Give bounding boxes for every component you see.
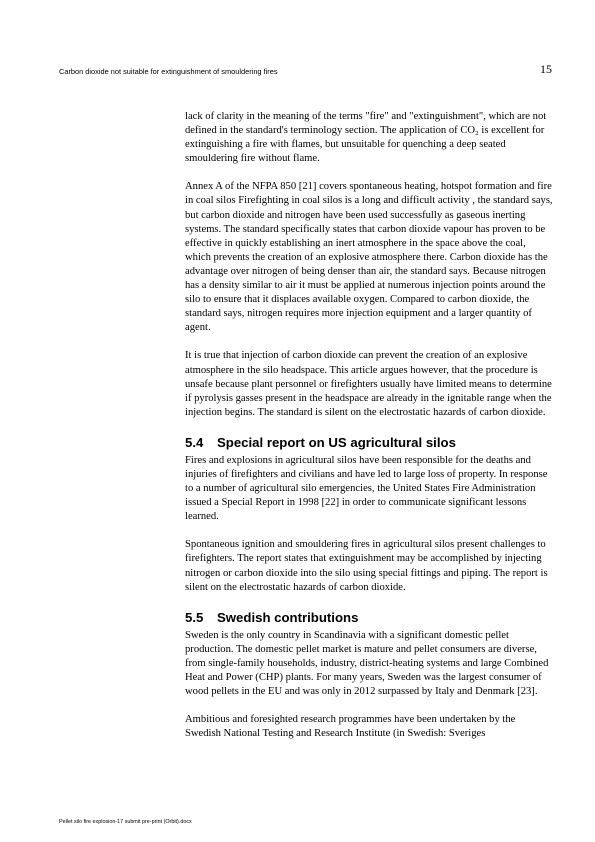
footer-file-name: Pellet silo fire explosion-17 submit pre-print (Orbit).docx <box>59 819 192 825</box>
body-paragraph: Spontaneous ignition and smouldering fires in agricultural silos present challenges to firefighters. The report states that extinguishment may be accomplished by injecting nitrogen or carbon dioxide into the silo using special fittings and piping. The report is silent on the electrostatic hazards of carbon dioxide. <box>185 539 548 593</box>
section-number: 5.4 <box>185 434 204 450</box>
section-number: 5.5 <box>185 609 204 625</box>
body-paragraph: Fires and explosions in agricultural silos have been responsible for the deaths and injuries of firefighters and civilians and have led to large loss of property. In response to a number of agricultural silo emergencies, the United States Fire Administration issued a Special Report in 1998 [22] in order to communicate significant lessons learned. <box>185 454 548 523</box>
body-paragraph: Ambitious and foresighted research programmes have been undertaken by the Swedish National Testing and Research Institute (in Swedish: Sveriges <box>185 714 516 740</box>
section-title: Special report on US agricultural silos <box>217 434 456 450</box>
running-header-title: Carbon dioxide not suitable for extinguishment of smouldering fires <box>59 67 278 76</box>
page-number: 15 <box>540 62 552 76</box>
body-paragraph: Sweden is the only country in Scandinavia with a significant domestic pellet production. The domestic pellet market is mature and pellet consumers are diverse, from single-family households, industry, district-heating systems and large Combined Heat and Power (CHP) plants. For many years, Sweden was the largest consumer of wood pellets in the EU and was only in 2012 surpassed by Italy and Denmark [23]. <box>185 629 549 698</box>
section-heading-5-4 <box>185 434 553 452</box>
section-title: Swedish contributions <box>217 609 359 625</box>
body-paragraph: Annex A of the NFPA 850 [21] covers spontaneous heating, hotspot formation and fire in coal silos Firefighting in coal silos is a long and difficult activity , the standard says, but carbon dioxide and nitrogen have been used successfully as gaseous inerting systems. The standard specifically states that carbon dioxide vapour has proven to be effective in quickly establishing an inert atmosphere in the space above the coal, which prevents the creation of an explosive atmosphere there. Carbon dioxide has the advantage over nitrogen of being denser than air, the standard says. Because nitrogen has a density similar to air it must be applied at numerous injection points around the silo to ensure that it displaces available oxygen. Compared to carbon dioxide, the standard says, nitrogen requires more injection equipment and a larger quantity of agent. <box>185 181 553 334</box>
body-content <box>185 110 553 755</box>
body-paragraph: lack of clarity in the meaning of the terms "fire" and "extinguishment", which are not defined in the standard's terminology section. The application of CO₂ is excellent for extinguishing a fire with flames, but unsuitable for quenching a deep seated smouldering fire without flame. <box>185 111 547 165</box>
section-heading-5-5 <box>185 609 553 627</box>
body-paragraph: It is true that injection of carbon dioxide can prevent the creation of an explosive atmosphere in the silo headspace. This article argues however, that the procedure is unsafe because plant personnel or firefighters usually have limited means to determine if pyrolysis gasses present in the headspace are already in the ignitable range when the injection begins. The standard is silent on the electrostatic hazards of carbon dioxide. <box>185 350 552 418</box>
